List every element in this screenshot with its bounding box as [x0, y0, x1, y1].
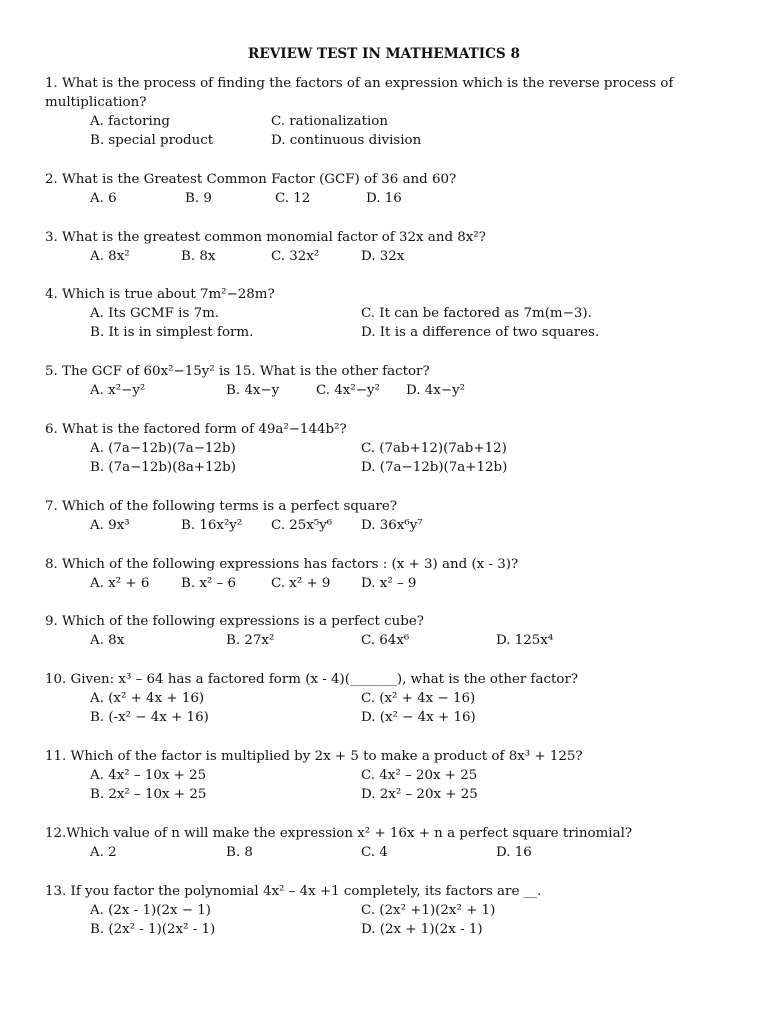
option-b: B. 8x [181, 249, 216, 264]
option-d: D. continuous division [271, 133, 422, 148]
option-d: D. 36x⁶y⁷ [361, 518, 423, 533]
option-row [45, 131, 735, 150]
question-3 [45, 228, 735, 266]
option-row [45, 247, 735, 266]
option-b: B. x² – 6 [181, 576, 237, 591]
option-a: A. 4x² – 10x + 25 [90, 768, 207, 783]
question-1 [45, 74, 735, 150]
option-b: B. 8 [226, 845, 253, 860]
option-d: D. (x² − 4x + 16) [361, 710, 476, 725]
option-row [45, 901, 735, 920]
option-b: B. (7a−12b)(8a+12b) [90, 460, 236, 475]
question-stem: 12.Which value of n will make the expression x² + 16x + n a perfect square trinomial? [45, 826, 633, 841]
option-row [45, 189, 735, 208]
option-d: D. x² – 9 [361, 576, 417, 591]
option-row [45, 381, 735, 400]
option-d: D. (2x + 1)(2x - 1) [361, 922, 483, 937]
question-stem: 13. If you factor the polynomial 4x² – 4x +1 completely, its factors are __. [45, 884, 542, 899]
option-d: D. It is a difference of two squares. [361, 325, 600, 340]
option-c: C. 25x⁵y⁶ [271, 518, 333, 533]
question-2 [45, 170, 735, 208]
option-a: A. 8x² [90, 249, 130, 264]
question-10 [45, 670, 735, 727]
option-c: C. x² + 9 [271, 576, 331, 591]
option-a: A. 6 [90, 191, 117, 206]
option-row [45, 766, 735, 785]
option-row [45, 304, 735, 323]
option-b: B. 9 [185, 191, 212, 206]
option-b: B. 2x² – 10x + 25 [90, 787, 207, 802]
question-stem: 7. Which of the following terms is a perfect square? [45, 499, 398, 514]
question-7 [45, 497, 735, 535]
question-stem: 1. What is the process of finding the factors of an expression which is the reverse process of multiplication? [45, 76, 674, 110]
option-row [45, 689, 735, 708]
option-c: C. (x² + 4x − 16) [361, 691, 476, 706]
option-row [45, 516, 735, 535]
option-row [45, 920, 735, 939]
option-a: A. x²−y² [90, 383, 146, 398]
option-a: A. 8x [90, 633, 125, 648]
question-5 [45, 362, 735, 400]
option-c: C. (7ab+12)(7ab+12) [361, 441, 507, 456]
option-d: D. 16 [366, 191, 402, 206]
option-row [45, 574, 735, 593]
page-title: REVIEW TEST IN MATHEMATICS 8 [248, 46, 520, 62]
question-stem: 10. Given: x³ – 64 has a factored form (x - 4)(_______), what is the other factor? [45, 672, 579, 687]
option-d: D. (7a−12b)(7a+12b) [361, 460, 508, 475]
question-stem: 5. The GCF of 60x²−15y² is 15. What is the other factor? [45, 364, 430, 379]
option-b: B. 27x² [226, 633, 275, 648]
option-c: C. (2x² +1)(2x² + 1) [361, 903, 496, 918]
option-a: A. (x² + 4x + 16) [90, 691, 205, 706]
option-a: A. (7a−12b)(7a−12b) [90, 441, 236, 456]
option-a: A. x² + 6 [90, 576, 150, 591]
question-4 [45, 285, 735, 342]
option-a: A. factoring [90, 114, 170, 129]
option-row [45, 439, 735, 458]
option-c: C. 4x²−y² [316, 383, 380, 398]
option-a: A. (2x - 1)(2x − 1) [90, 903, 212, 918]
question-stem: 9. Which of the following expressions is a perfect cube? [45, 614, 424, 629]
option-d: D. 4x−y² [406, 383, 465, 398]
question-stem: 3. What is the greatest common monomial factor of 32x and 8x²? [45, 230, 486, 245]
option-c: C. 12 [275, 191, 311, 206]
option-row [45, 631, 735, 650]
question-12 [45, 824, 735, 862]
question-9 [45, 612, 735, 650]
option-b: B. 16x²y² [181, 518, 243, 533]
option-row [45, 458, 735, 477]
option-d: D. 2x² – 20x + 25 [361, 787, 478, 802]
question-stem: 6. What is the factored form of 49a²−144b²? [45, 422, 347, 437]
option-b: B. (-x² − 4x + 16) [90, 710, 209, 725]
option-c: C. 64x⁶ [361, 633, 410, 648]
option-c: C. 4x² – 20x + 25 [361, 768, 478, 783]
option-c: C. rationalization [271, 114, 388, 129]
option-b: B. (2x² - 1)(2x² - 1) [90, 922, 216, 937]
option-a: A. Its GCMF is 7m. [90, 306, 220, 321]
question-stem: 8. Which of the following expressions has factors : (x + 3) and (x - 3)? [45, 557, 519, 572]
option-c: C. 4 [361, 845, 388, 860]
option-b: B. 4x−y [226, 383, 280, 398]
option-c: C. 32x² [271, 249, 320, 264]
option-a: A. 9x³ [90, 518, 130, 533]
option-b: B. It is in simplest form. [90, 325, 254, 340]
option-b: B. special product [90, 133, 214, 148]
option-d: D. 125x⁴ [496, 633, 554, 648]
option-row [45, 843, 735, 862]
option-row [45, 708, 735, 727]
question-stem: 4. Which is true about 7m²−28m? [45, 287, 275, 302]
option-row [45, 785, 735, 804]
question-stem: 2. What is the Greatest Common Factor (GCF) of 36 and 60? [45, 172, 457, 187]
option-c: C. It can be factored as 7m(m−3). [361, 306, 592, 321]
question-stem: 11. Which of the factor is multiplied by 2x + 5 to make a product of 8x³ + 125? [45, 749, 583, 764]
question-8 [45, 555, 735, 593]
option-a: A. 2 [90, 845, 117, 860]
option-d: D. 32x [361, 249, 405, 264]
option-row [45, 323, 735, 342]
question-13 [45, 882, 735, 939]
option-row [45, 112, 735, 131]
option-d: D. 16 [496, 845, 532, 860]
question-11 [45, 747, 735, 804]
question-6 [45, 420, 735, 477]
